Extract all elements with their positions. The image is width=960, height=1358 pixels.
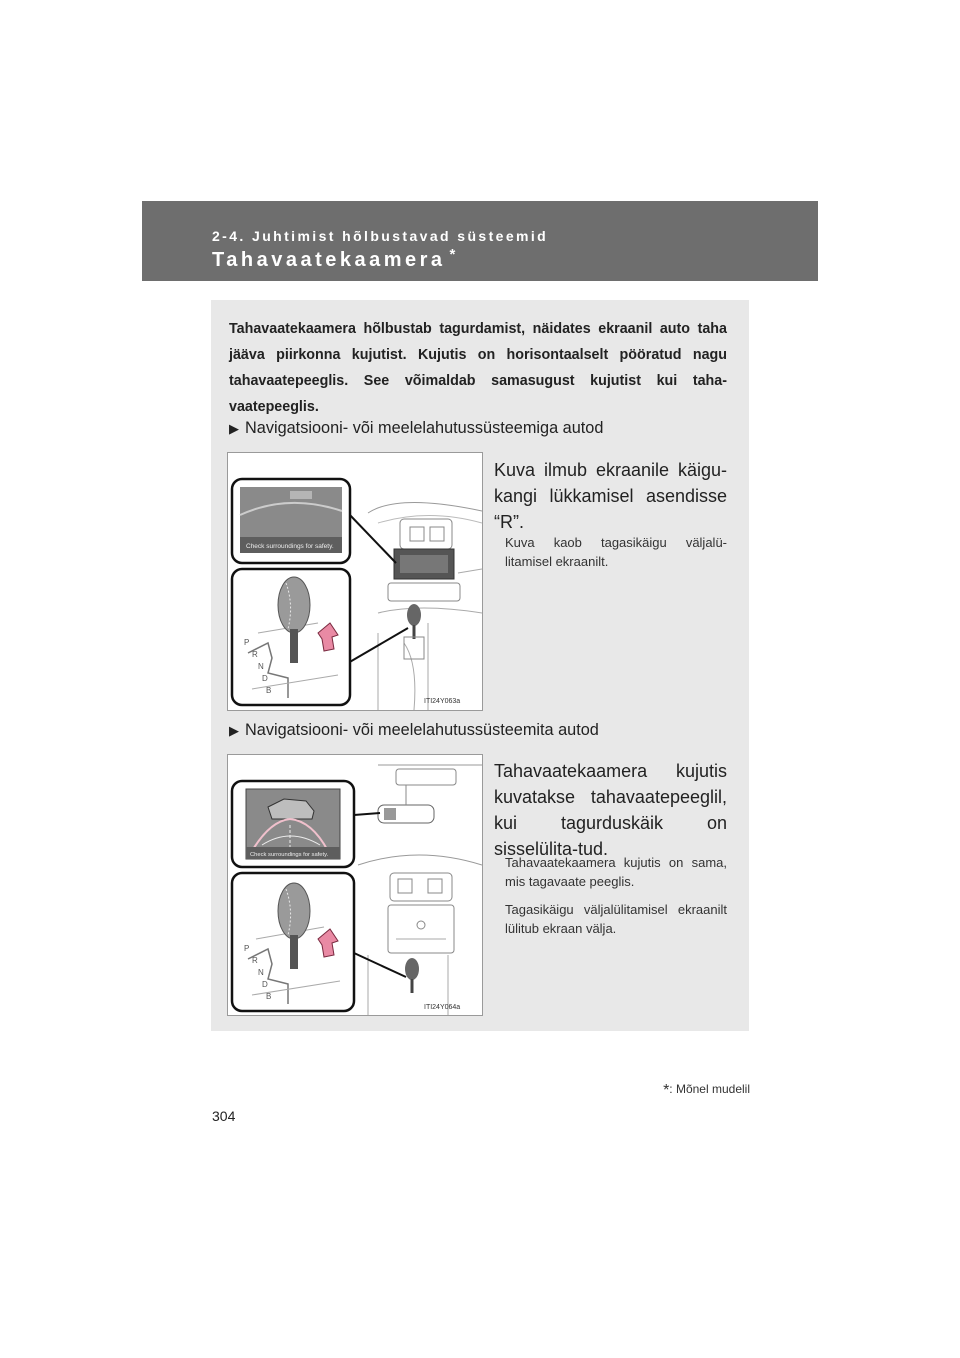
sub-heading-without-navigation [229,721,599,740]
page-title [212,246,459,272]
illustration-navigation-drawing [228,453,482,710]
figure-code: ITI24Y064a [424,1004,461,1011]
intro-paragraph: Tahavaatekaamera hõlbustab tagurdamist, näidates ekraanil auto taha jääva piirkonna kujutist. Kujutis on horisontaalselt pööratud nagu tahavaatepeeglis. See võimaldab samasugust kujutist kui taha-vaatepeeglis. [229,321,727,415]
triangle-right-icon: ▶ [229,421,239,436]
footnote-text: : Mõnel mudelil [669,1082,750,1096]
sub-heading-text: Navigatsiooni- või meelelahutussüsteemiga autod [245,419,604,437]
footnote [616,1082,750,1100]
triangle-right-icon: ▶ [229,723,239,738]
svg-text:B: B [266,992,272,1001]
page-title-text: Tahavaatekaamera [212,249,446,271]
illustration-without-navigation-drawing [228,755,482,1015]
screen-warning-text: Check surroundings for safety. [246,543,334,550]
illustration-navigation [227,452,483,711]
svg-text:D: D [262,674,268,683]
note-without-navigation-1: Tahavaatekaamera kujutis on sama, mis tagavaate peeglis. [505,855,727,889]
svg-text:D: D [262,980,268,989]
svg-text:N: N [258,662,264,671]
svg-text:R: R [252,650,258,659]
note-navigation: Kuva kaob tagasikäigu väljalü-litamisel ekraanilt. [505,535,727,569]
note-without-navigation-2: Tagasikäigu väljalülitamisel ekraanilt lülitub ekraan välja. [505,902,727,936]
page-number: 304 [212,1108,236,1124]
footnote-star-icon: * [449,246,459,263]
sub-heading-with-navigation [229,419,603,438]
figure-code: ITI24Y063a [424,698,461,705]
svg-text:B: B [266,686,272,695]
illustration-without-navigation [227,754,483,1016]
svg-text:P: P [244,944,250,953]
section-header [142,201,818,281]
svg-text:P: P [244,638,250,647]
sub-heading-text: Navigatsiooni- või meelelahutussüsteemita autod [245,721,599,739]
svg-text:N: N [258,968,264,977]
description-navigation: Kuva ilmub ekraanile käigu-kangi lükkamisel asendisse “R”. [494,460,727,532]
svg-text:R: R [252,956,258,965]
screen-warning-text: Check surroundings for safety. [250,852,329,858]
footnote-star-icon: * [663,1082,670,1099]
section-label: 2-4. Juhtimist hõlbustavad süsteemid [212,228,549,244]
content-box [211,300,749,1031]
description-without-navigation: Tahavaatekaamera kujutis kuvatakse tahavaatepeeglil, kui tagurduskäik on sisselülita-tud. [494,761,727,859]
